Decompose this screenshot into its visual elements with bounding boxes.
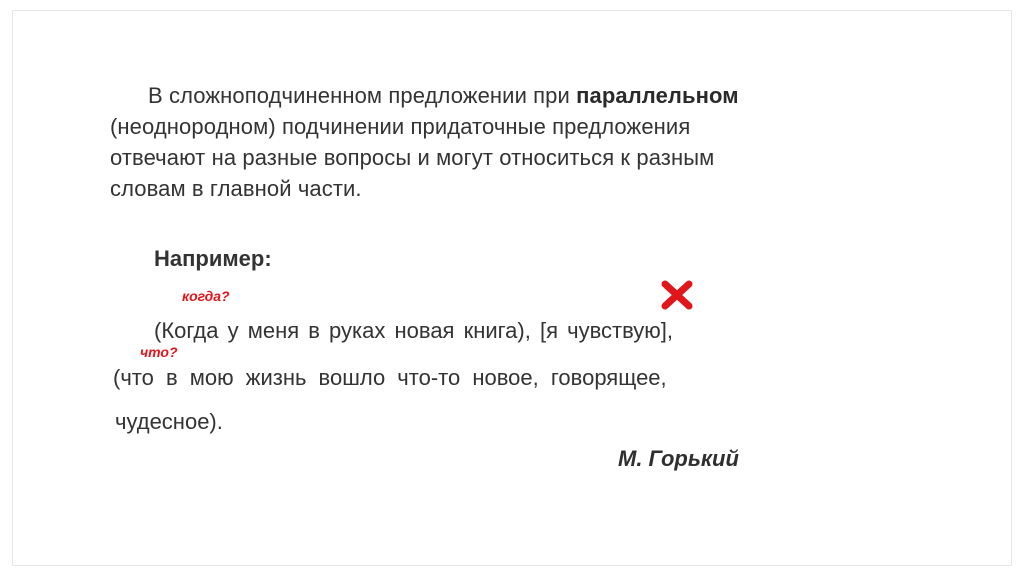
- rule-paragraph: [110, 80, 870, 204]
- example-sentence-line-1: (Когда у меня в руках новая книга), [я чувствую],: [154, 318, 674, 343]
- author-attribution: М. Горький: [618, 446, 739, 471]
- example-sentence-line-2: (что в мою жизнь вошло что-то новое, говорящее,: [113, 365, 667, 390]
- rule-emphasis: параллельном: [576, 83, 739, 108]
- red-cross-icon: [660, 280, 694, 310]
- rule-line-3: отвечают на разные вопросы и могут относиться к разным: [110, 145, 715, 170]
- rule-line-2: (неоднородном) подчинении придаточные предложения: [110, 114, 691, 139]
- rule-line-1-text: В сложноподчиненном предложении при: [148, 83, 577, 108]
- rule-line-4: словам в главной части.: [110, 176, 362, 201]
- rule-line-1: [110, 80, 870, 111]
- example-sentence-line-3: чудесное).: [115, 409, 223, 434]
- example-heading: Например:: [154, 246, 272, 271]
- question-when: когда?: [182, 288, 230, 304]
- question-what: что?: [140, 344, 178, 360]
